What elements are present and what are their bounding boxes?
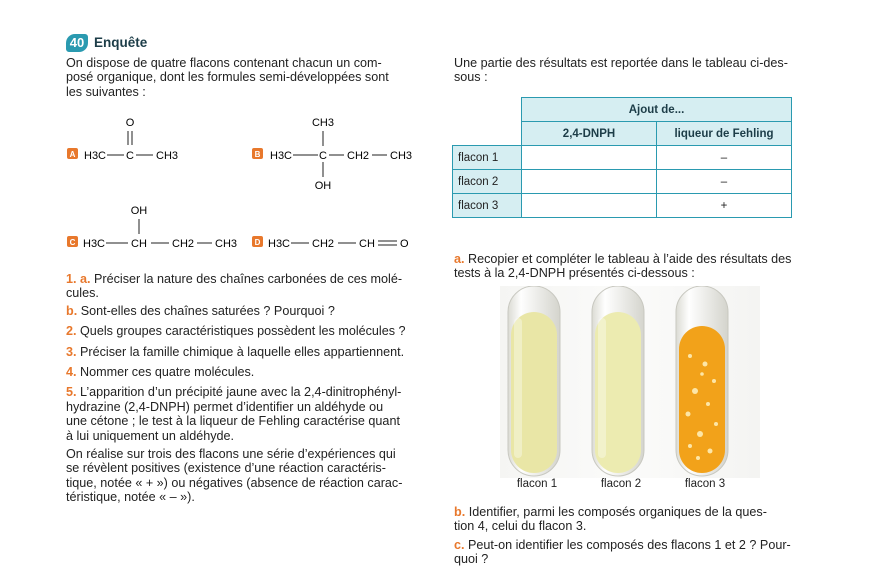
table-row xyxy=(453,170,792,194)
question-c-text: Peut-on identifier les composés des flacons 1 et 2 ? Pour- quoi ? xyxy=(454,538,791,567)
table-row-label: flacon 1 xyxy=(453,146,522,170)
question-3-text: Préciser la famille chimique à laquelle elles appartiennent. xyxy=(80,344,405,359)
molecule-c xyxy=(66,203,241,253)
molecule-b xyxy=(251,115,421,195)
question-5-continuation: On réalise sur trois des flacons une série d’expériences qui se révèlent positives (existence d’une réaction caractéris- tique, notée « + ») ou négatives (absence de réaction carac- téristique, notée « – »). xyxy=(66,447,403,505)
question-b-text: Identifier, parmi les composés organiques de la ques- tion 4, celui du flacon 3. xyxy=(454,505,767,534)
results-table xyxy=(452,97,792,218)
molecule-d-oxygen: O xyxy=(400,238,409,250)
molecule-b-oh: OH xyxy=(314,180,332,192)
question-a-text: Recopier et compléter le tableau à l’aide des résultats des tests à la 2,4-DNPH présentés ci-dessous : xyxy=(454,252,792,281)
molecule-b-ch3-top: CH3 xyxy=(311,117,335,129)
molecule-b-label: B xyxy=(254,150,261,159)
molecule-c-oh: OH xyxy=(130,205,148,217)
molecule-a-oxygen: O xyxy=(125,117,135,129)
question-2 xyxy=(66,324,416,338)
tube-flacon-1 xyxy=(508,286,560,476)
question-5 xyxy=(66,385,416,443)
molecule-b-carbon: C xyxy=(319,150,327,162)
table-header-fehling: liqueur de Fehling xyxy=(657,122,792,146)
table-cell-fehling: + xyxy=(657,194,792,218)
intro-text: On dispose de quatre flacons contenant chacun un com- posé organique, dont les formules semi-développées sont les suivantes : xyxy=(66,56,389,99)
molecule-c-h3c: H3C xyxy=(83,238,106,250)
molecule-b-h3c: H3C xyxy=(270,150,293,162)
tube-label-3: flacon 3 xyxy=(684,478,726,490)
molecule-c-ch3: CH3 xyxy=(215,238,238,250)
tube-flacon-2 xyxy=(592,286,644,476)
question-b xyxy=(454,505,799,534)
molecule-b-ch2: CH2 xyxy=(347,150,370,162)
molecule-a-ch3: CH3 xyxy=(156,150,179,162)
molecule-b-ch3: CH3 xyxy=(390,150,413,162)
molecule-d xyxy=(251,225,426,253)
tube-3-liquid xyxy=(679,326,725,473)
exercise-number-badge: 40 xyxy=(66,34,88,52)
molecule-c-ch2: CH2 xyxy=(172,238,195,250)
question-c-number: c. xyxy=(454,538,465,552)
question-3 xyxy=(66,345,416,359)
tube-flacon-3 xyxy=(676,286,728,476)
question-a xyxy=(454,252,799,281)
table-cell-dnph[interactable] xyxy=(522,170,657,194)
table-row-label: flacon 3 xyxy=(453,194,522,218)
table-row xyxy=(453,146,792,170)
molecule-a xyxy=(66,115,196,175)
molecule-c-ch: CH xyxy=(131,238,147,250)
question-1b-number: b. xyxy=(66,303,78,318)
question-4-text: Nommer ces quatre molécules. xyxy=(80,365,255,380)
question-c xyxy=(454,538,799,567)
table-row xyxy=(453,194,792,218)
table-cell-fehling: – xyxy=(657,170,792,194)
molecule-a-label: A xyxy=(69,150,76,159)
table-cell-dnph[interactable] xyxy=(522,194,657,218)
question-5-text: L’apparition d’un précipité jaune avec la 2,4-dinitrophényl- hydrazine (2,4-DNPH) permet d’identifier un aldéhyde ou une cétone ; le test à la liqueur de Fehling caractérise quant à lui uniquement un aldéhyde. xyxy=(66,385,402,443)
question-2-text: Quels groupes caractéristiques possèdent les molécules ? xyxy=(80,324,406,339)
question-1a xyxy=(66,272,416,301)
questions-left xyxy=(66,272,416,505)
table-cell-dnph[interactable] xyxy=(522,146,657,170)
question-b-number: b. xyxy=(454,505,466,519)
molecule-a-carbon: C xyxy=(126,150,134,162)
table-header-group: Ajout de... xyxy=(522,98,792,122)
table-row-label: flacon 2 xyxy=(453,170,522,194)
molecule-d-label: D xyxy=(254,238,261,247)
molecule-d-ch: CH xyxy=(359,238,375,250)
exercise-title: Enquête xyxy=(94,35,148,50)
question-1a-number: 1. a. xyxy=(66,272,91,286)
question-1a-text: Préciser la nature des chaînes carbonées de ces molé- cules. xyxy=(66,272,403,301)
table-header-dnph: 2,4-DNPH xyxy=(522,122,657,146)
molecule-a-h3c: H3C xyxy=(84,150,107,162)
tube-label-1: flacon 1 xyxy=(516,478,558,490)
molecule-d-ch2: CH2 xyxy=(312,238,335,250)
question-4 xyxy=(66,365,416,379)
right-intro: Une partie des résultats est reportée dans le tableau ci-des- sous : xyxy=(454,56,788,85)
tube-label-2: flacon 2 xyxy=(600,478,642,490)
question-5-number: 5. xyxy=(66,385,77,400)
question-1b xyxy=(66,304,416,318)
table-cell-fehling: – xyxy=(657,146,792,170)
question-a-number: a. xyxy=(454,252,465,266)
molecule-c-label: C xyxy=(69,238,76,247)
molecule-d-h3c: H3C xyxy=(268,238,291,250)
question-3-number: 3. xyxy=(66,344,77,359)
question-4-number: 4. xyxy=(66,365,77,380)
question-1b-text: Sont-elles des chaînes saturées ? Pourquoi ? xyxy=(80,303,335,318)
test-tubes-photo xyxy=(500,286,760,478)
question-2-number: 2. xyxy=(66,324,77,339)
